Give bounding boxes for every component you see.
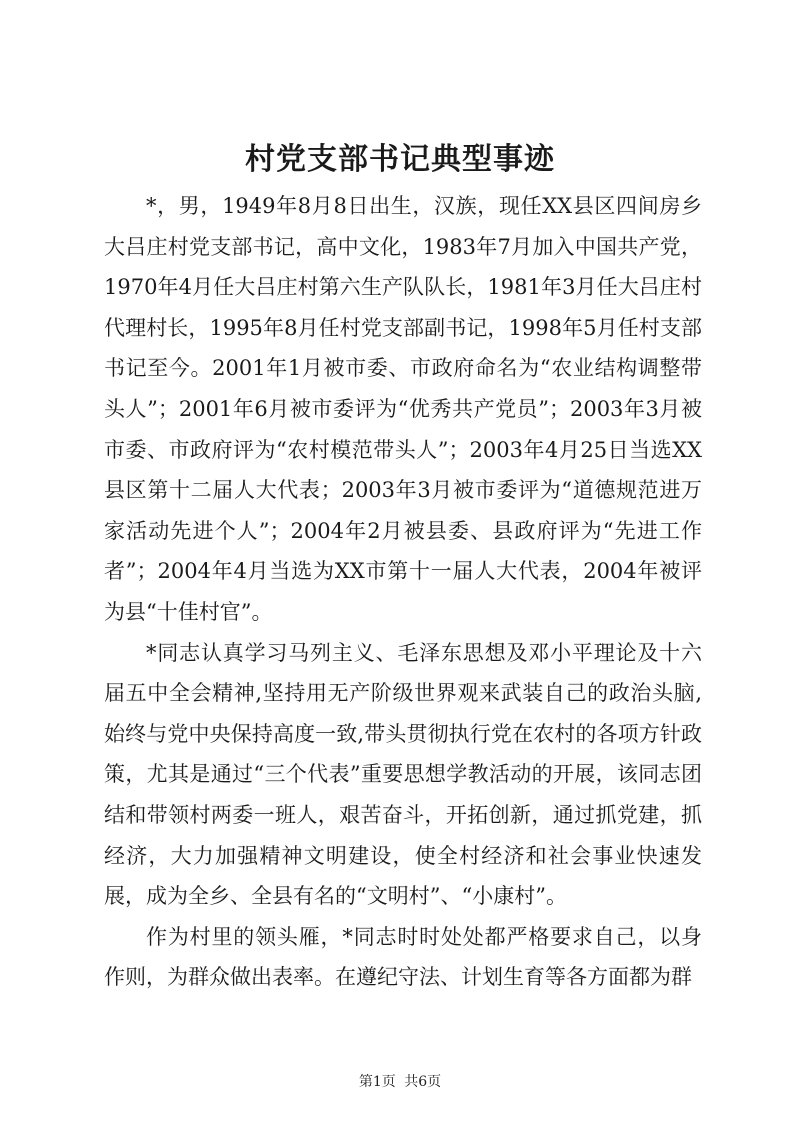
paragraph-political-study: *同志认真学习马列主义、毛泽东思想及邓小平理论及十六届五中全会精神,坚持用无产阶级世界观来武装自己的政治头脑,始终与党中央保持高度一致,带头贯彻执行党在农村的各项方针政策，尤其是通过“三个代表”重要思想学教活动的开展，该同志团结和带领村两委一班人，艰苦奋斗，开拓创新，通过抓党建，抓经济，大力加强精神文明建设，使全村经济和社会事业快速发展，成为全乡、全县有名的“文明村”、“小康村”。: [104, 640, 702, 909]
page-footer: [0, 1072, 800, 1092]
page-number: 第1页: [358, 1074, 396, 1090]
document-body: [104, 186, 702, 998]
page-title: 村党支部书记典型事迹: [245, 142, 555, 177]
paragraph-biography: *，男，1949年8月8日出生，汉族，现任XX县区四间房乡大吕庄村党支部书记，高中文化，1983年7月加入中国共产党，1970年4月任大吕庄村第六生产队队长，1981年3月任大吕庄村代理村长，1995年8月任村党支部副书记，1998年5月任村支部书记至今。2001年1月被市委、市政府命名为“农业结构调整带头人”；2001年6月被市委评为“优秀共产党员”；2003年3月被市委、市政府评为“农村模范带头人”；2003年4月25日当选XX县区第十二届人大代表；2003年3月被市委评为“道德规范进万家活动先进个人”；2004年2月被县委、县政府评为“先进工作者”；2004年4月当选为XX市第十一届人大代表，2004年被评为县“十佳村官”。: [104, 194, 702, 624]
page-total: 共6页: [404, 1074, 442, 1090]
paragraph-leadership: 作为村里的领头雁，*同志时时处处都严格要求自己，以身作则，为群众做出表率。在遵纪守法、计划生育等各方面都为群: [104, 924, 702, 990]
